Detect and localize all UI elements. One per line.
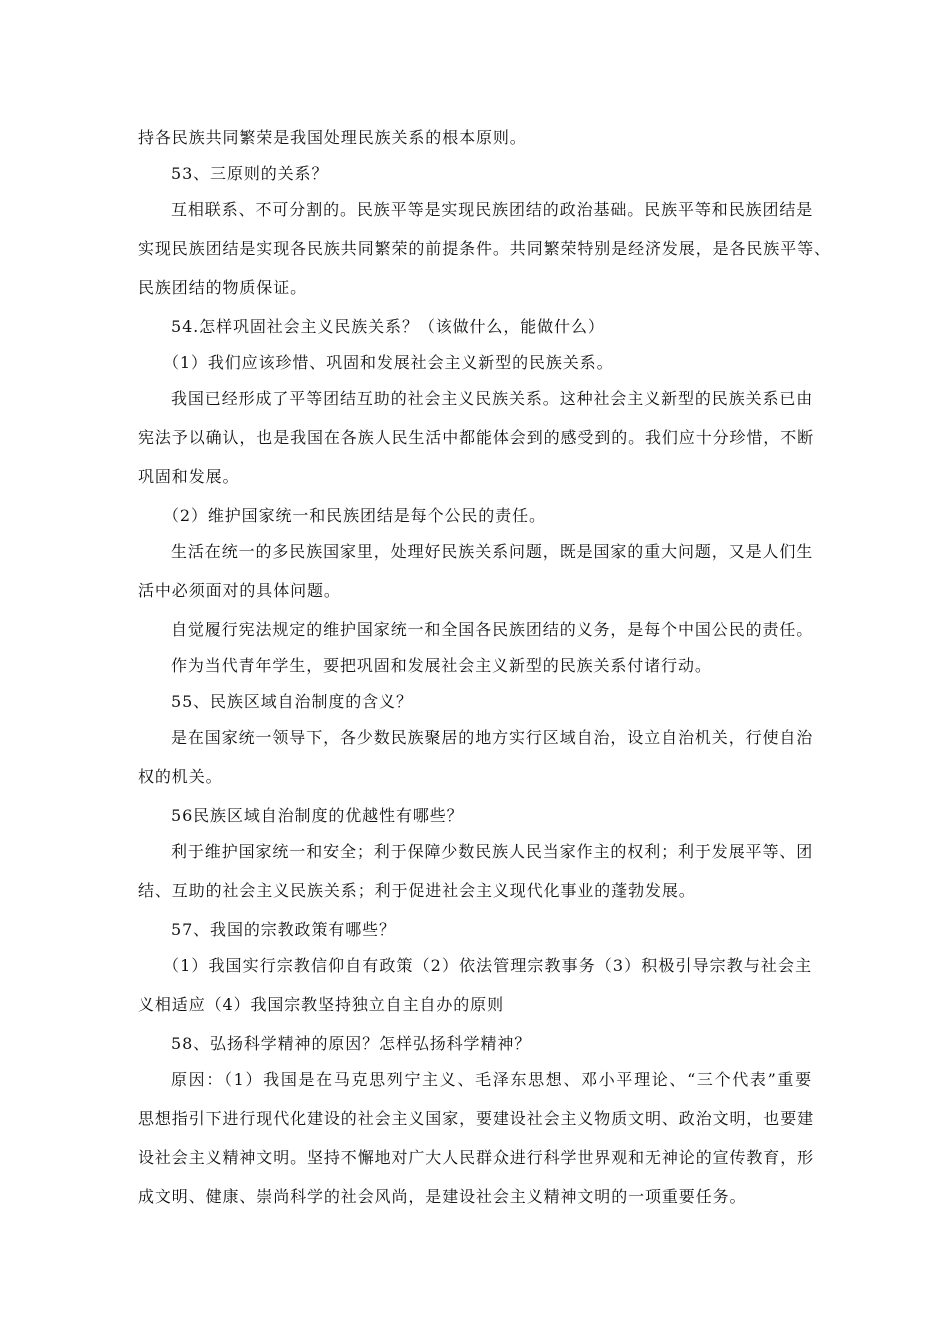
question-heading: 55、民族区域自治制度的含义？	[171, 692, 413, 711]
paragraph-line: 思想指引下进行现代化建设的社会主义国家，要建设社会主义物质文明、政治文明，也要建	[138, 1109, 815, 1128]
paragraph-line: 成文明、健康、崇尚科学的社会风尚，是建设社会主义精神文明的一项重要任务。	[138, 1187, 747, 1206]
paragraph-line: 结、互助的社会主义民族关系；利于促进社会主义现代化事业的蓬勃发展。	[138, 881, 696, 900]
paragraph-line: 权的机关。	[138, 767, 223, 786]
paragraph-line: 我国已经形成了平等团结互助的社会主义民族关系。这种社会主义新型的民族关系已由	[171, 389, 814, 408]
paragraph-line: 活中必须面对的具体问题。	[138, 581, 341, 600]
question-heading: 53、三原则的关系？	[171, 164, 329, 183]
paragraph-line: 生活在统一的多民族国家里，处理好民族关系问题，既是国家的重大问题，又是人们生	[171, 542, 814, 561]
paragraph-line: 义相适应（4）我国宗教坚持独立自主自办的原则	[138, 995, 504, 1014]
paragraph-line: （1）我国实行宗教信仰自有政策（2）依法管理宗教事务（3）积极引导宗教与社会主	[163, 956, 812, 975]
paragraph-line: 民族团结的物质保证。	[138, 278, 308, 297]
paragraph-line: 自觉履行宪法规定的维护国家统一和全国各民族团结的义务，是每个中国公民的责任。	[171, 620, 814, 639]
paragraph-line: （2）维护国家统一和民族团结是每个公民的责任。	[163, 506, 546, 525]
paragraph-line: 持各民族共同繁荣是我国处理民族关系的根本原则。	[138, 128, 527, 147]
paragraph-line: 互相联系、不可分割的。民族平等是实现民族团结的政治基础。民族平等和民族团结是	[171, 200, 814, 219]
paragraph-line: 巩固和发展。	[138, 467, 240, 486]
paragraph-line: 原因：（1）我国是在马克思列宁主义、毛泽东思想、邓小平理论、“三个代表”重要	[171, 1070, 812, 1089]
question-heading: 58、弘扬科学精神的原因？怎样弘扬科学精神？	[171, 1034, 532, 1053]
paragraph-line: 是在国家统一领导下，各少数民族聚居的地方实行区域自治，设立自治机关，行使自治	[171, 728, 814, 747]
paragraph-line: 作为当代青年学生，要把巩固和发展社会主义新型的民族关系付诸行动。	[171, 656, 712, 675]
paragraph-line: 利于维护国家统一和安全；利于保障少数民族人民当家作主的权利；利于发展平等、团	[171, 842, 814, 861]
paragraph-line: （1）我们应该珍惜、巩固和发展社会主义新型的民族关系。	[163, 353, 614, 372]
paragraph-line: 宪法予以确认，也是我国在各族人民生活中都能体会到的感受到的。我们应十分珍惜，不断	[138, 428, 815, 447]
question-heading: 56民族区域自治制度的优越性有哪些？	[171, 806, 464, 825]
paragraph-line: 实现民族团结是实现各民族共同繁荣的前提条件。共同繁荣特别是经济发展，是各民族平等、	[138, 239, 831, 258]
paragraph-line: 设社会主义精神文明。坚持不懈地对广大人民群众进行科学世界观和无神论的宣传教育，形	[138, 1148, 815, 1167]
question-heading: 54.怎样巩固社会主义民族关系？（该做什么，能做什么）	[171, 317, 605, 336]
question-heading: 57、我国的宗教政策有哪些？	[171, 920, 396, 939]
